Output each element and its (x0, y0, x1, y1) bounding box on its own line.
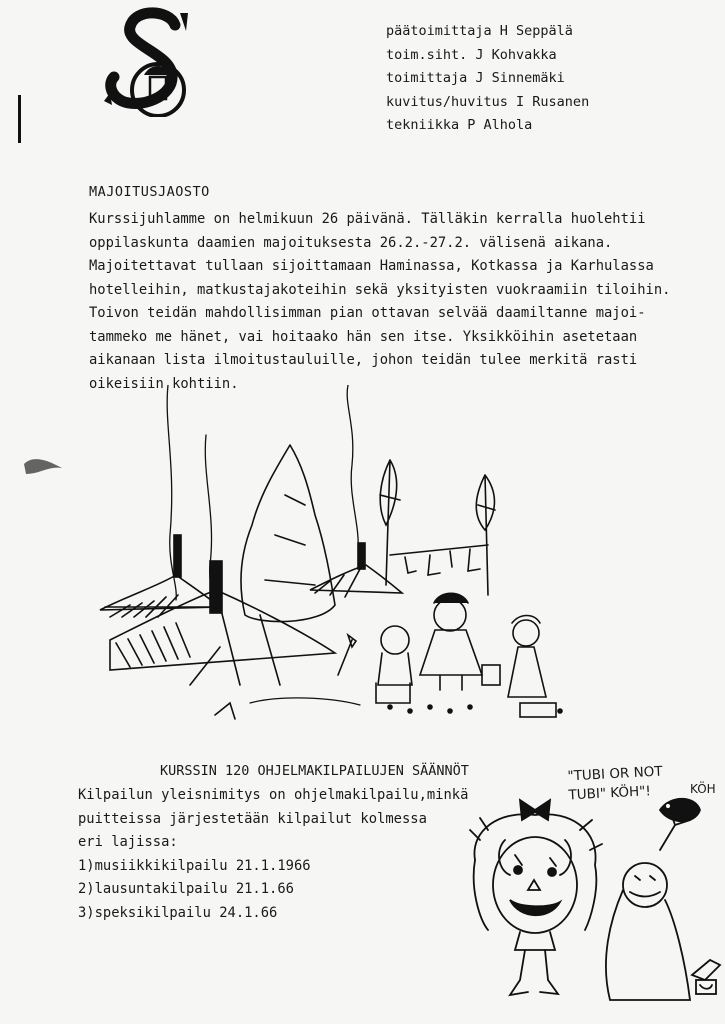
contest-item: 2)lausuntakilpailu 21.1.66 (78, 881, 294, 897)
speech-line: "TUBI OR NOT (567, 763, 663, 785)
body-line: oppilaskunta daamien majoituksesta 26.2.-27.2. välisenä aikana. (89, 234, 613, 251)
staff-line: toim.siht. J Kohvakka (386, 46, 557, 63)
staff-line: päätoimittaja H Seppälä (386, 23, 573, 39)
s-monogram-logo (100, 5, 195, 117)
body-line: aikanaan lista ilmoitustauluille, johon teidän tulee merkitä rasti (89, 352, 638, 368)
section-body (89, 208, 725, 396)
body-line: oikeisiin kohtiin. (89, 375, 239, 392)
staff-line: toimittaja J Sinnemäki (386, 70, 565, 87)
cartoon-illustration (460, 780, 725, 1010)
staff-line: kuvitus/huvitus I Rusanen (386, 93, 590, 110)
body-line: hotelleihin, matkustajakoteihin sekä yksityisten vuokraamiin tiloihin. (89, 281, 671, 298)
contest-body (78, 784, 468, 925)
camp-illustration (90, 385, 590, 725)
body-line: Toivon teidän mahdollisimman pian ottavan selvää daamiltanne majoi- (89, 305, 646, 321)
speech-extra: KÖH (690, 782, 716, 796)
body-line: tammeko me hänet, vai hoitaako hän sen itse. Yksikköihin asetetaan (89, 328, 638, 345)
contest-line: puitteissa järjestetään kilpailut kolmessa (78, 810, 427, 827)
body-line: Majoitettavat tullaan sijoittamaan Haminassa, Kotkassa ja Karhulassa (89, 258, 654, 274)
contest-line: eri lajissa: (78, 834, 178, 850)
contest-item: 3)speksikilpailu 24.1.66 (78, 904, 278, 921)
margin-mark (18, 95, 21, 143)
contest-title: KURSSIN 120 OHJELMAKILPAILUJEN SÄÄNNÖT (160, 763, 469, 779)
section-title: MAJOITUSJAOSTO (89, 184, 210, 200)
speech-line: TUBI" KÖH"! (568, 783, 652, 804)
contest-item: 1)musiikkikilpailu 21.1.1966 (78, 857, 311, 874)
contest-line: Kilpailun yleisnimitys on ohjelmakilpailu,minkä (78, 787, 469, 803)
body-line: Kurssijuhlamme on helmikuun 26 päivänä. Tälläkin kerralla huolehtii (89, 211, 646, 227)
ink-smudge (22, 452, 64, 480)
staff-list (386, 20, 589, 138)
staff-line: tekniikka P Alhola (386, 117, 533, 134)
